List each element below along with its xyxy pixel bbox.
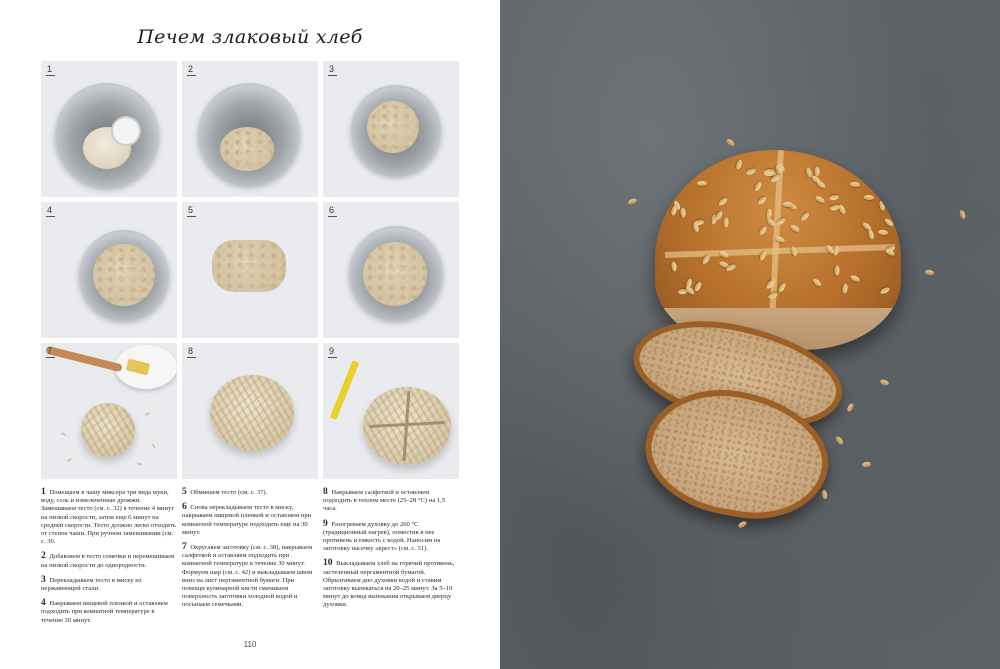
- step-number: 2: [41, 551, 46, 562]
- seed: [61, 432, 66, 436]
- seed: [151, 443, 155, 448]
- seed: [829, 195, 840, 201]
- seed: [814, 195, 825, 204]
- step-photo-8: [182, 343, 318, 479]
- step-text: Перекладываем тесто в миску из нержавеющей стали.: [41, 576, 142, 593]
- step-photo-1: [41, 61, 177, 197]
- seed: [137, 462, 142, 465]
- seed: [879, 286, 890, 295]
- step-6: [182, 503, 318, 537]
- instruction-steps: [41, 488, 459, 631]
- seed: [849, 274, 860, 283]
- seed: [715, 210, 725, 221]
- step-text: Добавляем в тесто семечки и перемешиваем на низкой скорости до однородности.: [41, 553, 175, 569]
- seed: [680, 207, 686, 217]
- steps-column-2: [182, 488, 318, 631]
- seed: [67, 458, 72, 463]
- step-text: Помещаем в чашу миксера три вида муки, воду, соль и измельченные дрожжи. Замешиваем тесто (см. с. 32) в течение 4 минут на низкой скорости, затем еще 6 минут на средней скорости. Тесто должно легко отходить от стенок чаши. При ручном замешивании (см. с. 30.: [41, 489, 176, 546]
- step-text: Разогреваем духовку до 260 °C (традиционный нагрев), поместив в нее противень и емкость с водой. Наносим на заготовку насечку «крест» (см. с. 51).: [323, 520, 441, 553]
- step-number: 5: [182, 487, 187, 497]
- seed: [849, 181, 859, 187]
- seed: [694, 281, 703, 292]
- steps-column-1: [41, 488, 177, 631]
- photo-number: 4: [47, 205, 53, 215]
- step-3: [41, 576, 177, 593]
- photo-number: 3: [329, 64, 335, 74]
- seed: [835, 265, 840, 275]
- seeded-dough-ball: [81, 403, 135, 457]
- scored-loaf: [363, 387, 451, 465]
- seed: [670, 205, 677, 216]
- seed: [757, 195, 768, 205]
- step-photo-3: [323, 61, 459, 197]
- step-photo-4: [41, 202, 177, 338]
- step-text: Округляем заготовку (см. с. 38), накрываем салфеткой и оставляем подходить при комнатной температуре в течение 30 минут. Формуем шар (см. с. 42) и выкладываем швом вниз на лист пергаментной бумаги. При помощи кулинарной кисти смачиваем поверхность заготовки холодной водой и посыпаем семечками.: [182, 544, 313, 609]
- dough: [363, 242, 427, 306]
- seed: [723, 218, 728, 228]
- steps-column-3: [323, 488, 459, 631]
- seed: [868, 229, 875, 240]
- seed: [753, 181, 762, 192]
- photo-number: 8: [188, 346, 194, 356]
- scoring-knife: [330, 360, 360, 420]
- seed: [684, 285, 695, 295]
- page-title: Печем злаковый хлеб: [137, 26, 363, 48]
- seed: [799, 211, 810, 222]
- step-5: [182, 488, 318, 497]
- seed: [717, 197, 728, 207]
- seed: [745, 167, 756, 175]
- step-text: Накрываем салфеткой и оставляем подходить в теплом месте (25–28 °C) на 1,5 часа.: [323, 489, 446, 513]
- seeded-dough: [220, 127, 274, 171]
- step-photo-grid: [41, 61, 459, 479]
- photo-number: 1: [47, 64, 53, 74]
- seed: [815, 179, 826, 189]
- dough: [367, 101, 419, 153]
- seed: [878, 230, 888, 236]
- step-text: Снова перекладываем тесто в миску, накрываем пищевой пленкой и оставляем при комнатной температуре подходить еще на 30 минут.: [182, 504, 312, 536]
- step-10: [323, 559, 459, 609]
- step-text: Накрываем пищевой пленкой и оставляем подходить при комнатной температуре в течение 30 минут.: [41, 600, 168, 624]
- dough-hook: [111, 116, 141, 146]
- step-1: [41, 488, 177, 546]
- step-number: 3: [41, 574, 46, 585]
- seed: [735, 159, 743, 170]
- step-number: 4: [41, 598, 46, 609]
- dough: [93, 244, 155, 306]
- seed: [145, 412, 150, 416]
- step-number: 10: [323, 558, 333, 569]
- seed: [766, 208, 772, 219]
- photo-number: 9: [329, 346, 335, 356]
- step-4: [41, 599, 177, 625]
- step-text: Выкладываем хлеб на горячий противень, застеленный пергаментной бумагой. Обрызгиваем дно духовки водой и ставим заготовку выпекаться на 20–25 минут. За 5–10 минут до конца выпекания открываем дверцу духовки.: [323, 560, 455, 609]
- step-photo-7: [41, 343, 177, 479]
- photo-number: 7: [47, 346, 53, 356]
- step-number: 8: [323, 487, 328, 497]
- step-9: [323, 520, 459, 554]
- seed: [864, 195, 874, 201]
- step-photo-6: [323, 202, 459, 338]
- step-text: Обминаем тесто (см. с. 37).: [190, 489, 268, 496]
- step-number: 1: [41, 487, 46, 497]
- step-photo-5: [182, 202, 318, 338]
- seed: [829, 204, 840, 211]
- seed: [697, 181, 707, 186]
- punched-dough: [212, 240, 286, 292]
- step-number: 9: [323, 518, 328, 529]
- seed: [758, 225, 768, 236]
- photo-number: 6: [329, 205, 335, 215]
- seed: [777, 282, 787, 293]
- seed: [812, 277, 823, 287]
- pastry-brush-handle: [45, 346, 123, 373]
- step-2: [41, 552, 177, 569]
- seed: [764, 168, 774, 174]
- page-number: 110: [243, 640, 257, 649]
- step-7: [182, 543, 318, 610]
- seed: [842, 283, 848, 294]
- step-number: 6: [182, 502, 187, 513]
- photo-number: 5: [188, 205, 194, 215]
- step-number: 7: [182, 542, 187, 553]
- seed: [790, 224, 801, 233]
- loaf-score-horizontal: [665, 244, 895, 258]
- proofed-loaf: [210, 375, 294, 451]
- photo-number: 2: [188, 64, 194, 74]
- step-photo-2: [182, 61, 318, 197]
- seed: [671, 261, 678, 272]
- step-photo-9: [323, 343, 459, 479]
- step-8: [323, 488, 459, 514]
